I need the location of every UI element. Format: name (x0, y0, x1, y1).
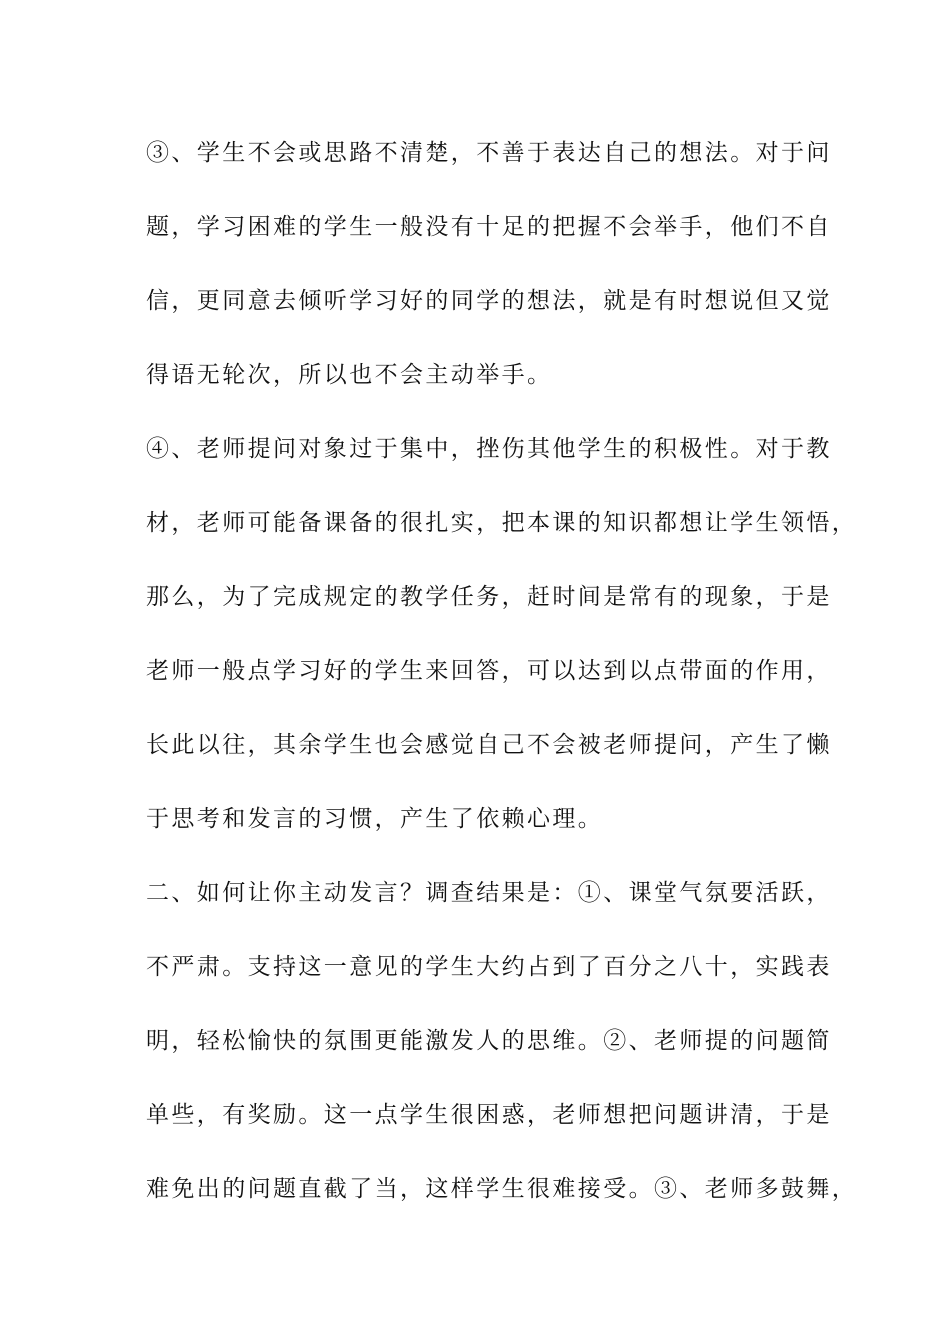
text-line: ④、老师提问对象过于集中，挫伤其他学生的积极性。对于教 (146, 436, 832, 462)
text-line: ③、学生不会或思路不清楚，不善于表达自己的想法。对于问 (146, 140, 832, 166)
text-line: 难免出的问题直截了当，这样学生很难接受。③、老师多鼓舞， (146, 1176, 858, 1202)
text-line: 题，学习困难的学生一般没有十足的把握不会举手，他们不自 (146, 214, 832, 240)
text-line: 老师一般点学习好的学生来回答，可以达到以点带面的作用， (146, 658, 832, 684)
text-line: 长此以往，其余学生也会感觉自己不会被老师提问，产生了懒 (146, 732, 832, 758)
body-text (146, 129, 858, 1239)
text-line: 于思考和发言的习惯，产生了依赖心理。 (146, 806, 604, 832)
text-line: 二、如何让你主动发言？调查结果是：①、课堂气氛要活跃， (146, 880, 832, 906)
text-line: 得语无轮次，所以也不会主动举手。 (146, 362, 553, 388)
text-line: 明，轻松愉快的氛围更能激发人的思维。②、老师提的问题简 (146, 1028, 832, 1054)
text-line: 单些，有奖励。这一点学生很困惑，老师想把问题讲清，于是 (146, 1102, 832, 1128)
text-line: 不严肃。支持这一意见的学生大约占到了百分之八十，实践表 (146, 954, 832, 980)
text-line: 材，老师可能备课备的很扎实，把本课的知识都想让学生领悟， (146, 510, 858, 536)
text-line: 信，更同意去倾听学习好的同学的想法，就是有时想说但又觉 (146, 288, 832, 314)
text-line: 那么，为了完成规定的教学任务，赶时间是常有的现象，于是 (146, 584, 832, 610)
